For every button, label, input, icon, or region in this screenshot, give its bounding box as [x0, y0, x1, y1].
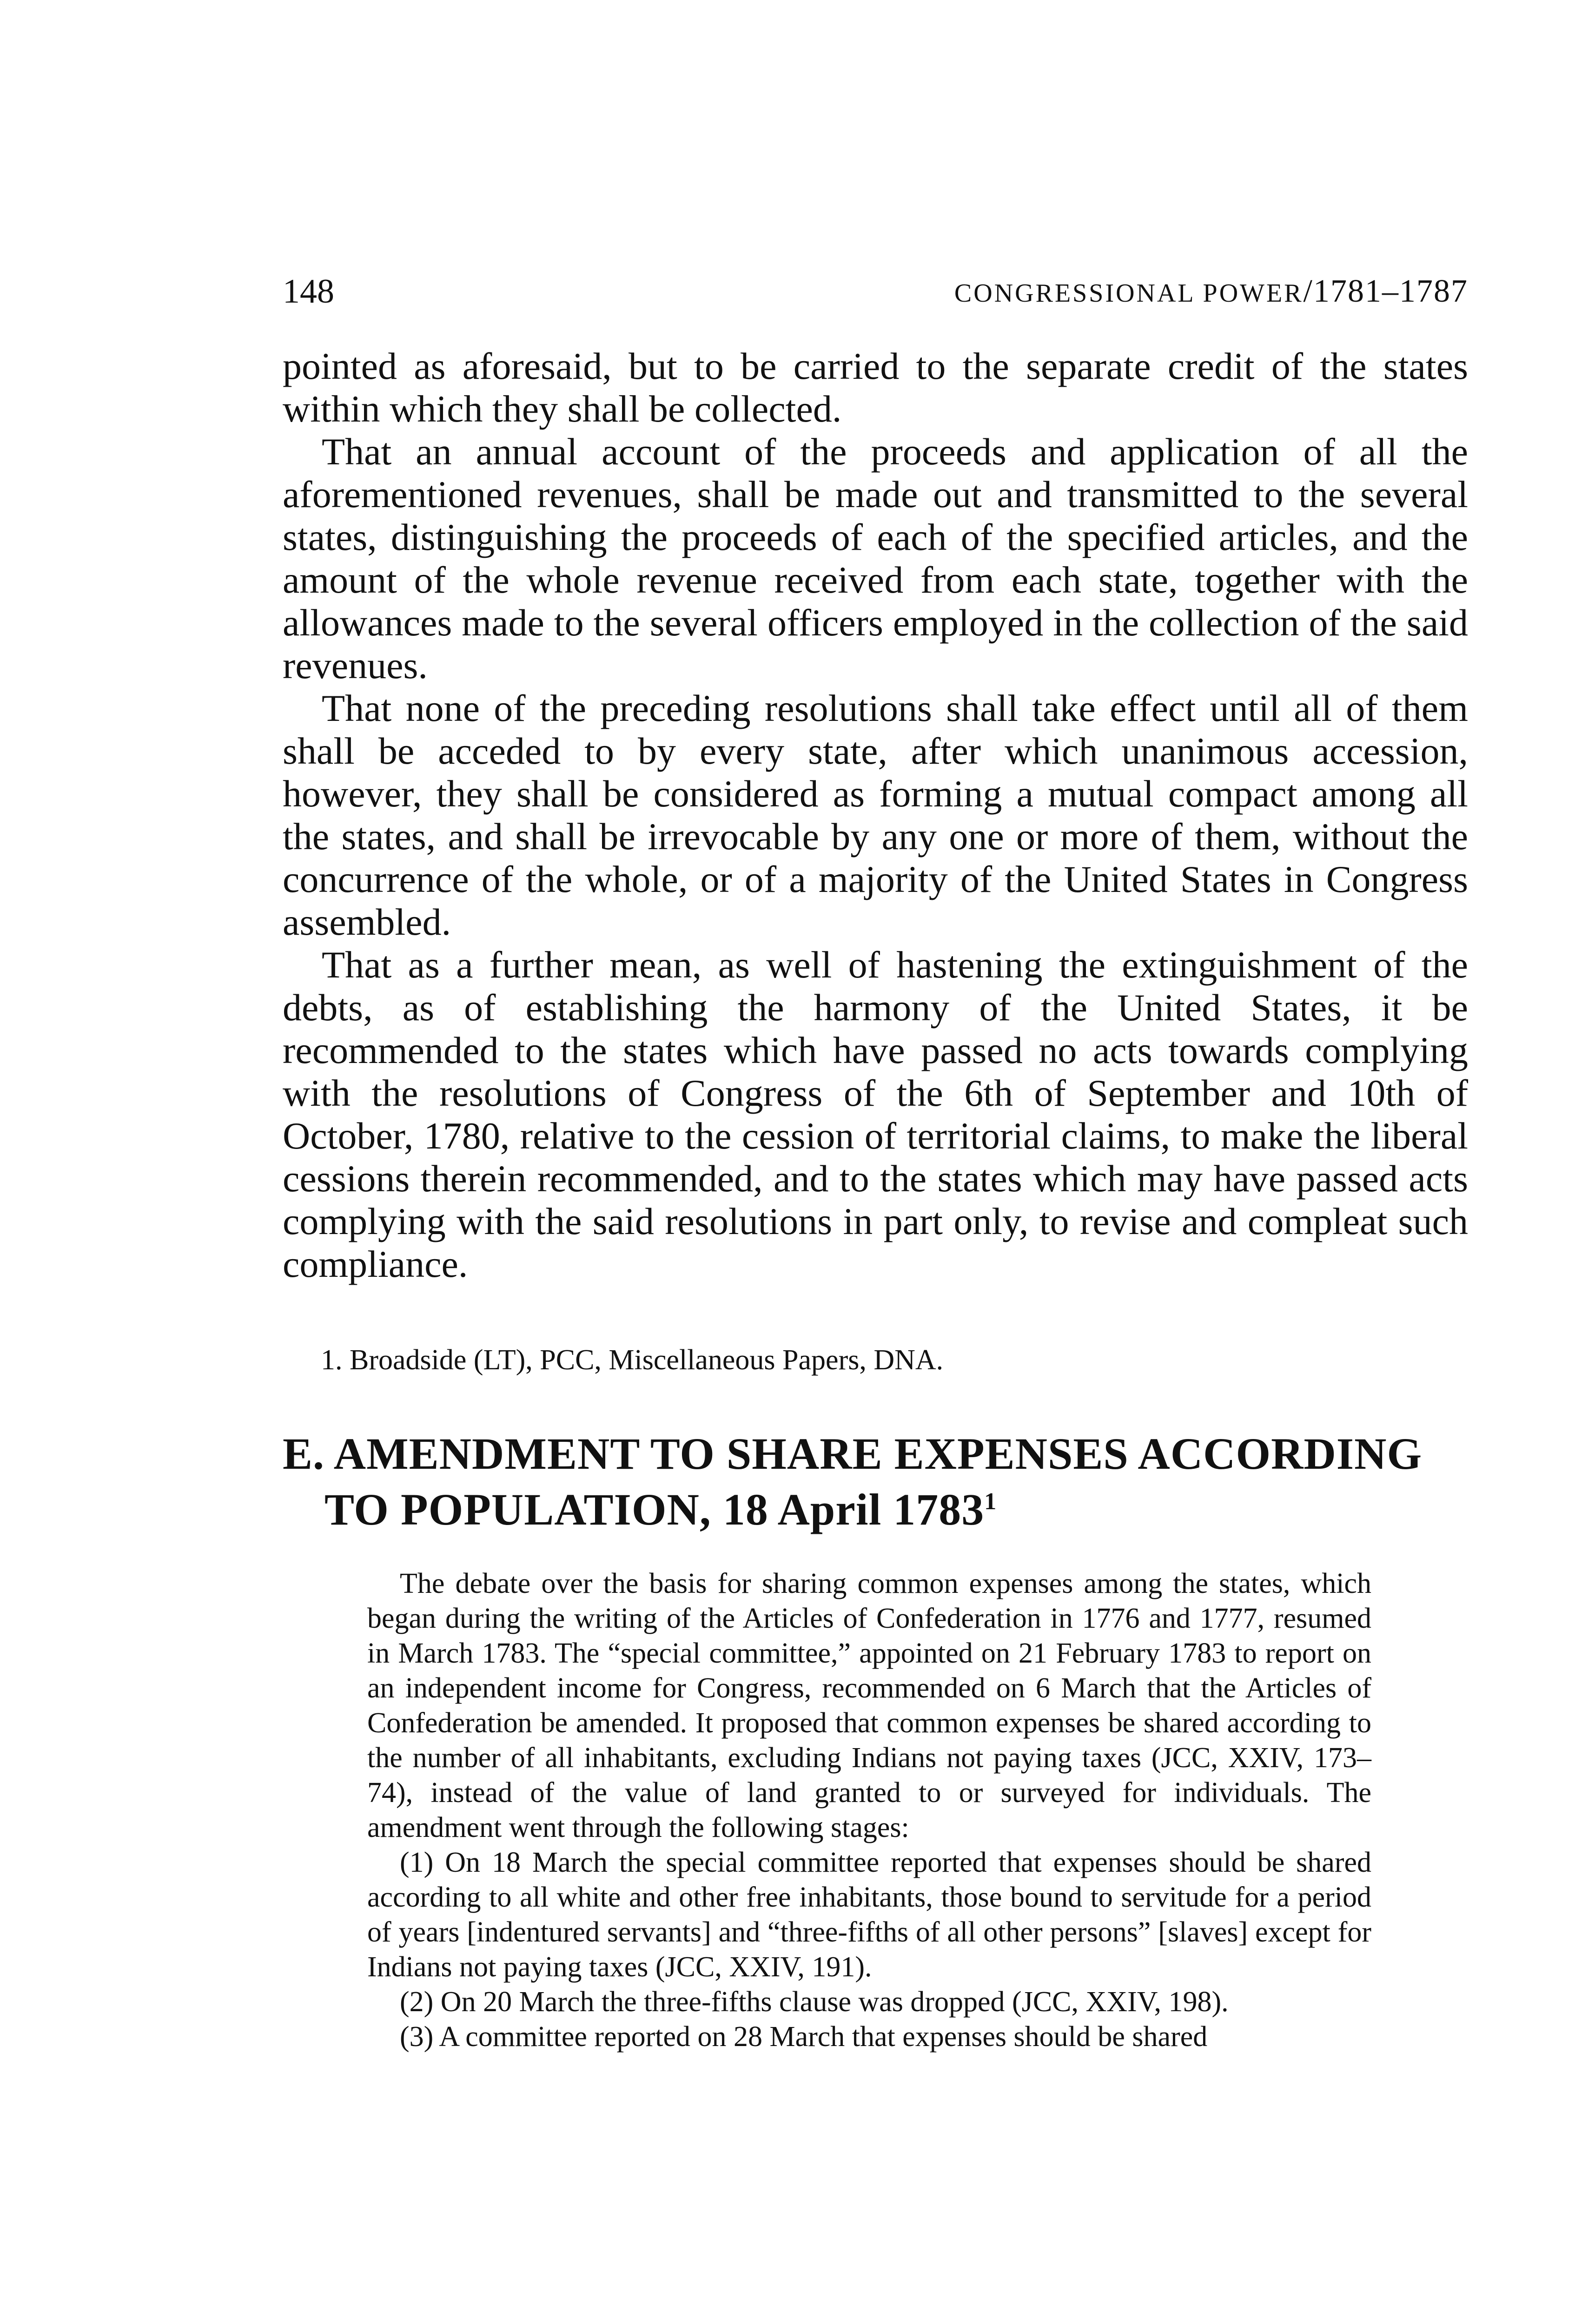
editorial-headnote	[367, 1566, 1371, 2054]
document-body	[283, 345, 1468, 1286]
page-number: 148	[283, 272, 334, 310]
section-heading	[283, 1426, 1473, 1538]
headnote-paragraph: (3) A committee reported on 28 March that expenses should be shared	[400, 2021, 1208, 2053]
running-head	[283, 271, 1468, 312]
section-heading-line-1: E. AMENDMENT TO SHARE EXPENSES ACCORDING	[283, 1429, 1423, 1479]
running-title-smallcaps: CONGRESSIONAL POWER	[954, 279, 1303, 308]
section-heading-line-2	[283, 1482, 1473, 1538]
section-heading-line-2-text: TO POPULATION, 18 April 1783	[324, 1485, 985, 1534]
headnote-paragraph: (2) On 20 March the three-fifths clause was dropped (JCC, XXIV, 198).	[400, 1986, 1229, 2018]
running-title-dates: /1781–1787	[1303, 273, 1468, 309]
body-paragraph: That as a further mean, as well of hastening the extinguishment of the debts, as of establishing the harmony of the United States, it be recommended to the states which have passed no acts towards complying with the resolutions of Congress of the 6th of September and 10th of October, 1780, relative to the cession of territorial claims, to make the liberal cessions therein recommended, and to the states which may have passed acts complying with the said resolutions in part only, to revise and compleat such compliance.	[283, 944, 1468, 1285]
headnote-paragraph: The debate over the basis for sharing common expenses among the states, which began during the writing of the Articles of Confederation in 1776 and 1777, resumed in March 1783. The “special committee,” appointed on 21 February 1783 to report on an independent income for Congress, recommended on 6 March that the Articles of Confederation be amended. It proposed that common expenses be shared according to the number of all inhabitants, excluding Indians not paying taxes (JCC, XXIV, 173–74), instead of the value of land granted to or surveyed for individuals. The amendment went through the following stages:	[367, 1568, 1371, 1843]
body-paragraph: That an annual account of the proceeds and application of all the aforementioned revenues, shall be made out and transmitted to the several states, distinguishing the proceeds of each of the specified articles, and the amount of the whole revenue received from each state, together with the allowances made to the several officers employed in the collection of the said revenues.	[283, 430, 1468, 687]
body-paragraph: pointed as aforesaid, but to be carried to the separate credit of the states within which they shall be collected.	[283, 345, 1468, 430]
footnote: 1. Broadside (LT), PCC, Miscellaneous Papers, DNA.	[321, 1344, 944, 1376]
footnote-marker: 1	[984, 1488, 997, 1515]
body-paragraph: That none of the preceding resolutions shall take effect until all of them shall be acceded to by every state, after which unanimous accession, however, they shall be considered as forming a mutual compact among all the states, and shall be irrevocable by any one or more of them, without the concurrence of the whole, or of a majority of the United States in Congress assembled.	[283, 687, 1468, 943]
running-title	[954, 271, 1468, 314]
headnote-paragraph: (1) On 18 March the special committee reported that expenses should be shared according to all white and other free inhabitants, those bound to servitude for a period of years [indentured servants] and “three-fifths of all other persons” [slaves] except for Indians not paying taxes (JCC, XXIV, 191).	[367, 1847, 1371, 1983]
